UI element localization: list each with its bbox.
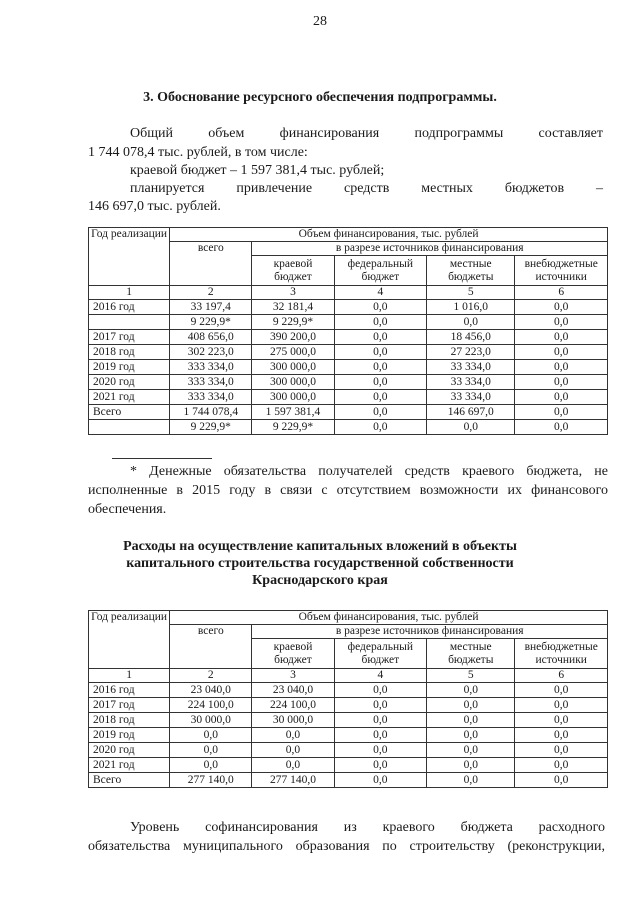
cell-total: 9 229,9* [170, 315, 252, 330]
footnote-divider [112, 458, 212, 459]
capital-investment-table [88, 610, 608, 788]
cell-federal: 0,0 [334, 758, 426, 773]
cell-total: 0,0 [170, 728, 252, 743]
table-row [89, 683, 608, 698]
row-year: 2017 год [89, 698, 170, 713]
table-row [89, 420, 608, 435]
cell-total: 408 656,0 [170, 330, 252, 345]
cell-extrabudget: 0,0 [515, 420, 608, 435]
col-number: 1 [89, 669, 170, 683]
row-year: 2021 год [89, 390, 170, 405]
closing-line1: Уровень софинансирования из краевого бюджета расходного [130, 820, 605, 835]
row-year: 2018 год [89, 713, 170, 728]
cell-extrabudget: 0,0 [515, 758, 608, 773]
cell-local: 1 016,0 [427, 300, 515, 315]
cell-federal: 0,0 [334, 405, 426, 420]
cell-regional: 300 000,0 [252, 360, 334, 375]
col-number: 4 [334, 286, 426, 300]
cell-regional: 9 229,9* [252, 420, 334, 435]
table-row [89, 330, 608, 345]
cell-local: 0,0 [427, 683, 515, 698]
cell-extrabudget: 0,0 [515, 698, 608, 713]
row-year: 2018 год [89, 345, 170, 360]
cell-federal: 0,0 [334, 683, 426, 698]
cell-local: 33 334,0 [427, 360, 515, 375]
row-year: 2019 год [89, 360, 170, 375]
table-row [89, 743, 608, 758]
cell-federal: 0,0 [334, 743, 426, 758]
cell-local: 33 334,0 [427, 375, 515, 390]
header-total: всего [170, 625, 252, 669]
cell-local: 0,0 [427, 773, 515, 788]
cell-extrabudget: 0,0 [515, 315, 608, 330]
cell-federal: 0,0 [334, 375, 426, 390]
cell-extrabudget: 0,0 [515, 300, 608, 315]
col-number: 2 [170, 669, 252, 683]
row-year: 2020 год [89, 375, 170, 390]
cell-local: 0,0 [427, 713, 515, 728]
capital-title-line2: капитального строительства государственной собственности [126, 556, 514, 571]
cell-federal: 0,0 [334, 713, 426, 728]
cell-local: 0,0 [427, 698, 515, 713]
cell-regional: 0,0 [252, 758, 334, 773]
paragraph-total-line1: Общий объем финансирования подпрограммы составляет [130, 126, 603, 141]
cell-local: 0,0 [427, 743, 515, 758]
financing-table [88, 227, 608, 435]
header-federal: федеральный бюджет [334, 256, 426, 286]
cell-total: 0,0 [170, 758, 252, 773]
cell-regional: 1 597 381,4 [252, 405, 334, 420]
header-year: Год реализации [89, 228, 170, 286]
cell-federal: 0,0 [334, 698, 426, 713]
cell-regional: 300 000,0 [252, 390, 334, 405]
cell-total: 333 334,0 [170, 375, 252, 390]
cell-local: 27 223,0 [427, 345, 515, 360]
cell-regional: 275 000,0 [252, 345, 334, 360]
table-row [89, 360, 608, 375]
row-year: Всего [89, 405, 170, 420]
table-row [89, 315, 608, 330]
table-row [89, 390, 608, 405]
header-extrabudget: внебюджетные источники [515, 256, 608, 286]
cell-extrabudget: 0,0 [515, 360, 608, 375]
row-year: 2016 год [89, 300, 170, 315]
cell-regional: 30 000,0 [252, 713, 334, 728]
cell-extrabudget: 0,0 [515, 743, 608, 758]
table-row [89, 345, 608, 360]
table-row [89, 405, 608, 420]
cell-federal: 0,0 [334, 728, 426, 743]
col-number: 6 [515, 669, 608, 683]
cell-total: 224 100,0 [170, 698, 252, 713]
col-number: 5 [427, 669, 515, 683]
paragraph-local-line1: планируется привлечение средств местных бюджетов – [130, 181, 603, 196]
header-volume: Объем финансирования, тыс. рублей [170, 228, 608, 242]
cell-extrabudget: 0,0 [515, 683, 608, 698]
header-local: местные бюджеты [427, 639, 515, 669]
col-number: 4 [334, 669, 426, 683]
capital-title-line3: Краснодарского края [252, 573, 388, 588]
cell-total: 302 223,0 [170, 345, 252, 360]
cell-regional: 9 229,9* [252, 315, 334, 330]
cell-total: 1 744 078,4 [170, 405, 252, 420]
header-total: всего [170, 242, 252, 286]
row-year: 2016 год [89, 683, 170, 698]
row-year: 2020 год [89, 743, 170, 758]
cell-total: 333 334,0 [170, 390, 252, 405]
row-year: 2017 год [89, 330, 170, 345]
header-volume: Объем финансирования, тыс. рублей [170, 611, 608, 625]
cell-extrabudget: 0,0 [515, 330, 608, 345]
row-year [89, 315, 170, 330]
cell-local: 146 697,0 [427, 405, 515, 420]
cell-total: 33 197,4 [170, 300, 252, 315]
cell-regional: 23 040,0 [252, 683, 334, 698]
cell-extrabudget: 0,0 [515, 345, 608, 360]
header-local: местные бюджеты [427, 256, 515, 286]
section-title: 3. Обоснование ресурсного обеспечения подпрограммы. [143, 90, 497, 105]
cell-total: 23 040,0 [170, 683, 252, 698]
cell-local: 0,0 [427, 420, 515, 435]
col-number: 5 [427, 286, 515, 300]
col-number: 3 [252, 286, 334, 300]
cell-regional: 224 100,0 [252, 698, 334, 713]
header-regional: краевой бюджет [252, 639, 334, 669]
header-year: Год реализации [89, 611, 170, 669]
cell-local: 0,0 [427, 315, 515, 330]
cell-total: 333 334,0 [170, 360, 252, 375]
row-year: 2019 год [89, 728, 170, 743]
cell-local: 18 456,0 [427, 330, 515, 345]
cell-federal: 0,0 [334, 345, 426, 360]
col-number: 6 [515, 286, 608, 300]
cell-federal: 0,0 [334, 773, 426, 788]
cell-total: 30 000,0 [170, 713, 252, 728]
closing-line2: обязательства муниципального образования по строительству (реконструкции, [88, 839, 605, 854]
cell-local: 0,0 [427, 758, 515, 773]
cell-extrabudget: 0,0 [515, 375, 608, 390]
footnote-line1: * Денежные обязательства получателей средств краевого бюджета, не [130, 464, 608, 479]
row-year: 2021 год [89, 758, 170, 773]
cell-local: 0,0 [427, 728, 515, 743]
cell-regional: 32 181,4 [252, 300, 334, 315]
cell-total: 0,0 [170, 743, 252, 758]
cell-extrabudget: 0,0 [515, 713, 608, 728]
col-number: 2 [170, 286, 252, 300]
header-regional: краевой бюджет [252, 256, 334, 286]
cell-federal: 0,0 [334, 330, 426, 345]
cell-federal: 0,0 [334, 300, 426, 315]
capital-title-line1: Расходы на осуществление капитальных вложений в объекты [123, 539, 517, 554]
row-year [89, 420, 170, 435]
cell-regional: 300 000,0 [252, 375, 334, 390]
table-row [89, 698, 608, 713]
cell-extrabudget: 0,0 [515, 390, 608, 405]
col-number: 1 [89, 286, 170, 300]
table-row [89, 300, 608, 315]
header-extrabudget: внебюджетные источники [515, 639, 608, 669]
table-row [89, 713, 608, 728]
cell-regional: 0,0 [252, 743, 334, 758]
header-by-source: в разрезе источников финансирования [252, 625, 608, 639]
row-year: Всего [89, 773, 170, 788]
cell-federal: 0,0 [334, 315, 426, 330]
cell-extrabudget: 0,0 [515, 728, 608, 743]
cell-federal: 0,0 [334, 360, 426, 375]
table-row [89, 773, 608, 788]
cell-federal: 0,0 [334, 420, 426, 435]
cell-local: 33 334,0 [427, 390, 515, 405]
cell-extrabudget: 0,0 [515, 405, 608, 420]
page-number: 28 [313, 14, 327, 29]
footnote-line2: исполненные в 2015 году в связи с отсутствием возможности их финансового [88, 483, 608, 498]
table-row [89, 375, 608, 390]
paragraph-regional: краевой бюджет – 1 597 381,4 тыс. рублей; [130, 163, 385, 178]
cell-extrabudget: 0,0 [515, 773, 608, 788]
col-number: 3 [252, 669, 334, 683]
table-row [89, 728, 608, 743]
cell-regional: 390 200,0 [252, 330, 334, 345]
table-row [89, 758, 608, 773]
header-by-source: в разрезе источников финансирования [252, 242, 608, 256]
paragraph-total-line2: 1 744 078,4 тыс. рублей, в том числе: [88, 145, 308, 160]
cell-federal: 0,0 [334, 390, 426, 405]
footnote-line3: обеспечения. [88, 502, 167, 517]
cell-total: 277 140,0 [170, 773, 252, 788]
cell-regional: 0,0 [252, 728, 334, 743]
paragraph-local-line2: 146 697,0 тыс. рублей. [88, 199, 221, 214]
cell-total: 9 229,9* [170, 420, 252, 435]
cell-regional: 277 140,0 [252, 773, 334, 788]
header-federal: федеральный бюджет [334, 639, 426, 669]
